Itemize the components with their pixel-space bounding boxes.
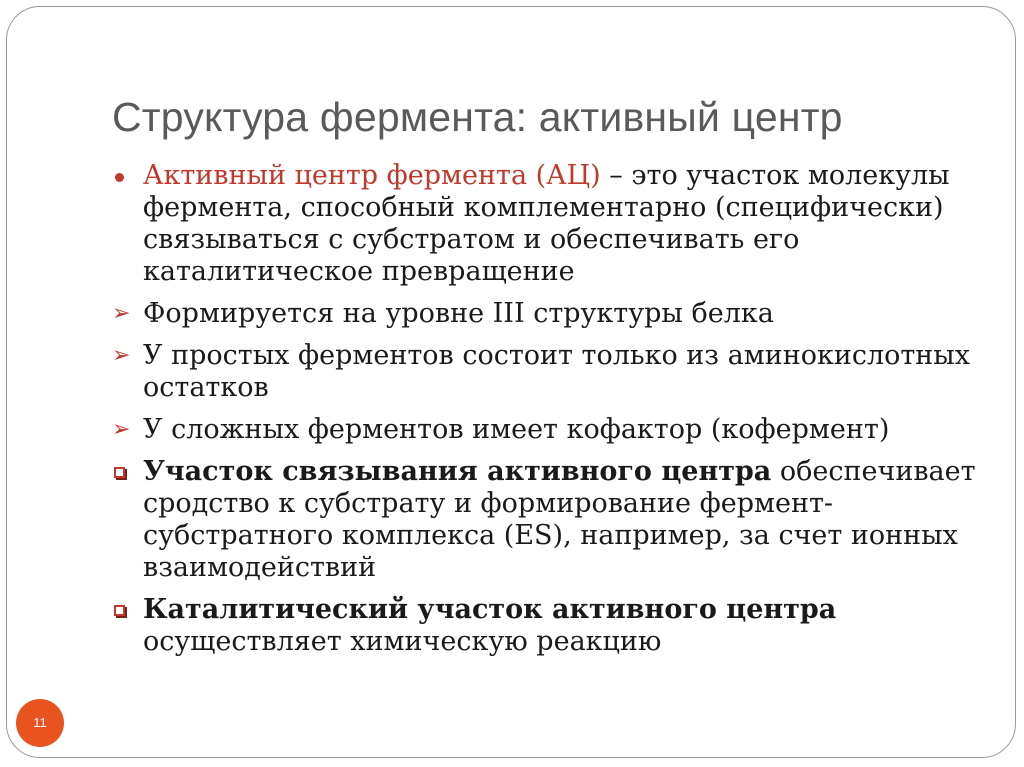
item-text: У простых ферментов состоит только из аминокислотных остатков <box>143 340 970 403</box>
list-item <box>112 298 992 330</box>
item-heading: Каталитический участок активного центра <box>143 594 837 625</box>
item-text: У сложных ферментов имеет кофактор (кофермент) <box>143 414 890 445</box>
list-item <box>112 594 992 658</box>
list-item <box>112 340 992 404</box>
arrow-bullet-icon: ➢ <box>112 343 131 368</box>
item-text: обеспечивает сродство к субстрату и формирование фермент-субстратного комплекса (ES), например, за счет ионных взаимодействий <box>143 456 976 583</box>
item-text: – это участок молекулы фермента, способный комплементарно (специфически) связываться с субстратом и обеспечивать его каталитическое превращение <box>143 160 950 287</box>
item-text: осуществляет химическую реакцию <box>143 626 662 657</box>
slide-title: Структура фермента: активный центр <box>112 94 843 140</box>
item-text: Формируется на уровне III структуры белка <box>143 298 774 329</box>
square-bullet-icon <box>112 594 136 626</box>
list-item <box>112 414 992 446</box>
arrow-bullet-icon: ➢ <box>112 301 131 326</box>
bullet-dot-icon <box>112 160 136 192</box>
square-bullet-icon <box>112 456 136 488</box>
list-item <box>112 456 992 584</box>
page-number-badge: 11 <box>16 699 64 747</box>
arrow-bullet-icon: ➢ <box>112 417 131 442</box>
slide-content <box>112 160 992 668</box>
term-highlight: Активный центр фермента (АЦ) <box>143 160 601 191</box>
list-item <box>112 160 992 288</box>
item-heading: Участок связывания активного центра <box>143 456 772 487</box>
